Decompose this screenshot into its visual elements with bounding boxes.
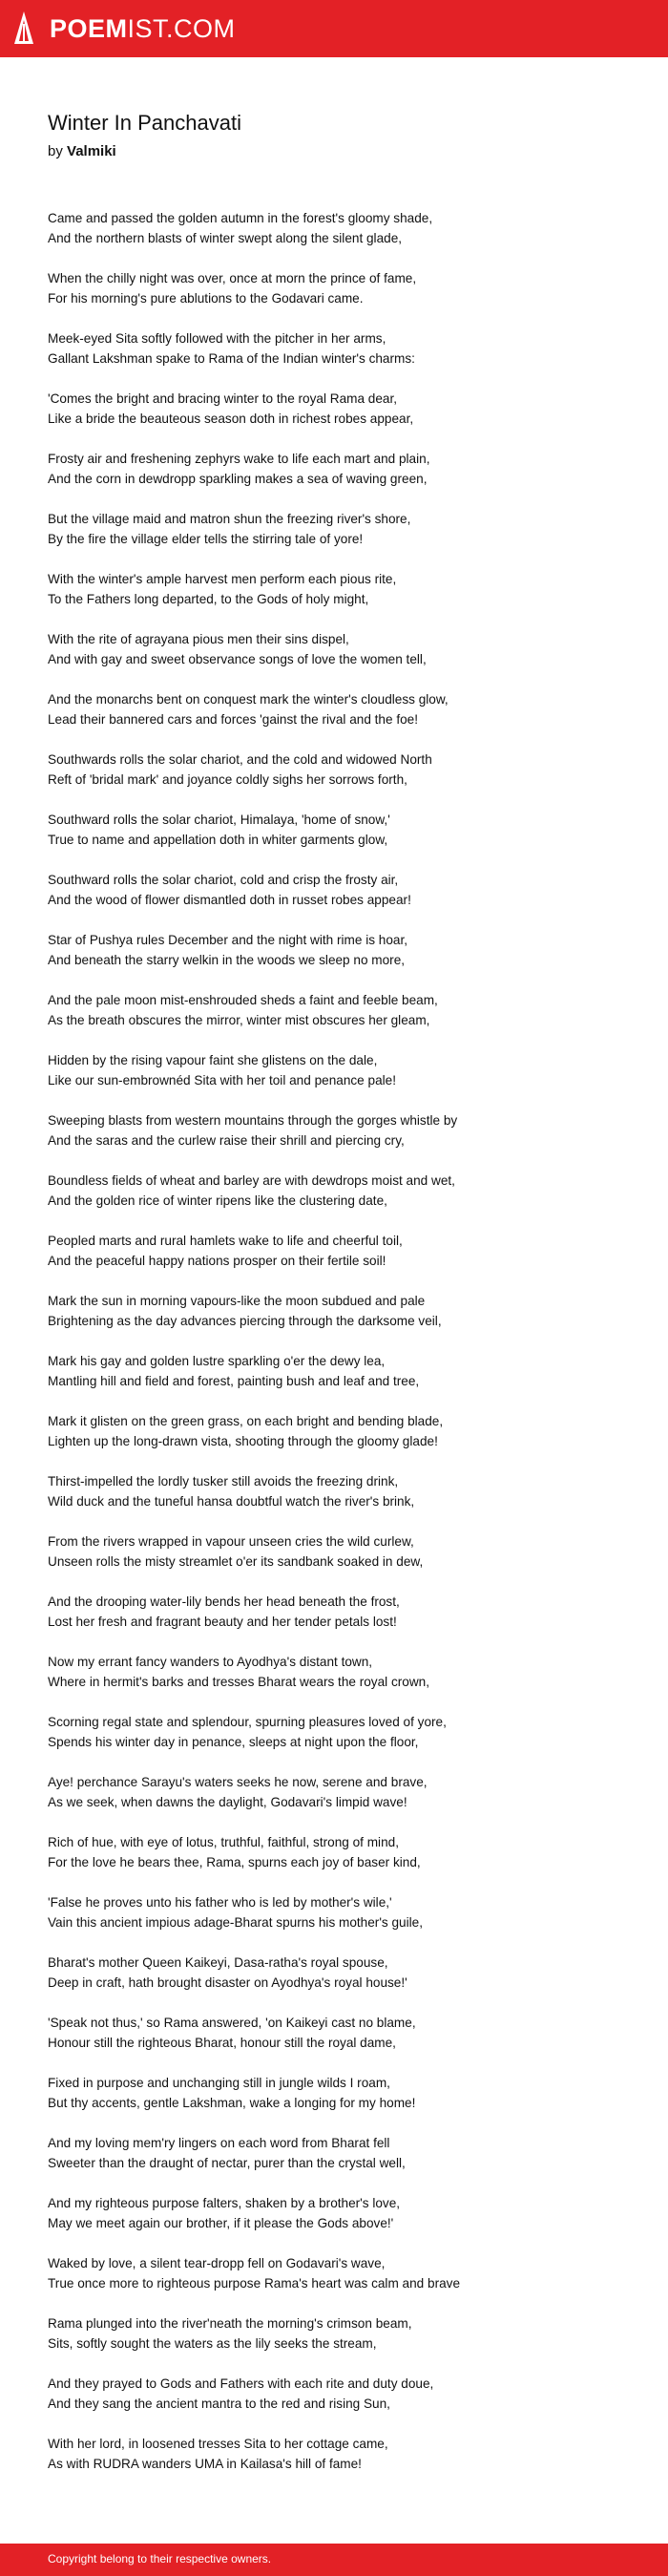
- poem-line: And the peaceful happy nations prosper on their fertile soil!: [48, 1254, 386, 1268]
- poem-line: Spends his winter day in penance, sleeps at night upon the floor,: [48, 1735, 419, 1749]
- stanza: [48, 328, 620, 369]
- poem-line: And with gay and sweet observance songs of love the women tell,: [48, 652, 427, 666]
- author-link[interactable]: Valmiki: [67, 143, 116, 159]
- poem-line: And my loving mem'ry lingers on each word from Bharat fell: [48, 2136, 390, 2150]
- poem-line: 'Comes the bright and bracing winter to the royal Rama dear,: [48, 391, 398, 406]
- poem-line: Thirst-impelled the lordly tusker still avoids the freezing drink,: [48, 1474, 399, 1489]
- poem-line: Sweeping blasts from western mountains through the gorges whistle by: [48, 1113, 458, 1128]
- poem-line: Lighten up the long-drawn vista, shooting through the gloomy glade!: [48, 1434, 438, 1448]
- poem-line: 'Speak not thus,' so Rama answered, 'on Kaikeyi cast no blame,: [48, 2016, 416, 2030]
- poem-line: Lead their bannered cars and forces 'gainst the rival and the foe!: [48, 712, 418, 727]
- poem-line: Deep in craft, hath brought disaster on Ayodhya's royal house!': [48, 1975, 407, 1990]
- site-logo[interactable]: [13, 11, 236, 47]
- stanza: [48, 990, 620, 1030]
- poem-line: And they prayed to Gods and Fathers with each rite and duty doue,: [48, 2376, 434, 2391]
- poem-line: As with RUDRA wanders UMA in Kailasa's hill of fame!: [48, 2457, 362, 2471]
- poem-line: True once more to righteous purpose Rama's heart was calm and brave: [48, 2276, 461, 2291]
- poem-line: And the pale moon mist-enshrouded sheds a faint and feeble beam,: [48, 993, 438, 1007]
- stanza: [48, 389, 620, 429]
- poem-body: [48, 208, 620, 2494]
- stanza: [48, 1953, 620, 1993]
- poem-line: Where in hermit's barks and tresses Bharat wears the royal crown,: [48, 1675, 429, 1689]
- poem-line: Mark it glisten on the green grass, on each bright and bending blade,: [48, 1414, 444, 1428]
- poem-line: Reft of 'bridal mark' and joyance coldly sighs her sorrows forth,: [48, 772, 407, 787]
- stanza: [48, 1832, 620, 1872]
- poem-line: Lost her fresh and fragrant beauty and her tender petals lost!: [48, 1615, 397, 1629]
- stanza: [48, 689, 620, 729]
- poem-line: When the chilly night was over, once at morn the prince of fame,: [48, 271, 417, 285]
- stanza: [48, 1291, 620, 1331]
- poem-line: To the Fathers long departed, to the Gods of holy might,: [48, 592, 369, 606]
- stanza: [48, 1712, 620, 1752]
- poem-line: Mark the sun in morning vapours-like the moon subdued and pale: [48, 1294, 426, 1308]
- poem-line: Rich of hue, with eye of lotus, truthful, faithful, strong of mind,: [48, 1835, 399, 1849]
- stanza: [48, 1411, 620, 1451]
- stanza: [48, 1531, 620, 1572]
- stanza: [48, 629, 620, 669]
- poem-line: For the love he bears thee, Rama, spurns each joy of baser kind,: [48, 1855, 421, 1869]
- poem-line: But the village maid and matron shun the freezing river's shore,: [48, 512, 411, 526]
- stanza: [48, 2133, 620, 2173]
- poem-line: Wild duck and the tuneful hansa doubtful watch the river's brink,: [48, 1494, 415, 1509]
- poem-line: Now my errant fancy wanders to Ayodhya's distant town,: [48, 1655, 373, 1669]
- stanza: [48, 1050, 620, 1090]
- poem-line: And beneath the starry welkin in the woods we sleep no more,: [48, 953, 406, 967]
- poem-line: And the drooping water-lily bends her head beneath the frost,: [48, 1594, 400, 1609]
- stanza: [48, 1892, 620, 1932]
- poem-line: May we meet again our brother, if it please the Gods above!': [48, 2216, 394, 2230]
- poem-line: And they sang the ancient mantra to the red and rising Sun,: [48, 2397, 390, 2411]
- byline: [48, 143, 116, 159]
- stanza: [48, 810, 620, 850]
- stanza: [48, 2013, 620, 2053]
- poem-line: Peopled marts and rural hamlets wake to life and cheerful toil,: [48, 1234, 403, 1248]
- poem-line: Like a bride the beauteous season doth in richest robes appear,: [48, 412, 414, 426]
- stanza: [48, 1592, 620, 1632]
- poem-line: Mantling hill and field and forest, painting bush and leaf and tree,: [48, 1374, 420, 1388]
- stanza: [48, 750, 620, 790]
- poem-line: As the breath obscures the mirror, winter mist obscures her gleam,: [48, 1013, 430, 1027]
- poem-line: From the rivers wrapped in vapour unseen cries the wild curlew,: [48, 1534, 414, 1549]
- stanza: [48, 1231, 620, 1271]
- stanza: [48, 1110, 620, 1151]
- poem-line: Boundless fields of wheat and barley are with dewdrops moist and wet,: [48, 1173, 455, 1188]
- poem-line: With the rite of agrayana pious men their sins dispel,: [48, 632, 349, 646]
- logo-light-text: IST.COM: [127, 13, 236, 43]
- poem-line: Unseen rolls the misty streamlet o'er its sandbank soaked in dew,: [48, 1554, 424, 1569]
- poem-line: Bharat's mother Queen Kaikeyi, Dasa-ratha's royal spouse,: [48, 1955, 388, 1970]
- stanza: [48, 2253, 620, 2293]
- stanza: [48, 2073, 620, 2113]
- logo-bold-text: POEM: [50, 13, 128, 43]
- poem-line: Vain this ancient impious adage-Bharat spurns his mother's guile,: [48, 1915, 423, 1930]
- poem-line: As we seek, when dawns the daylight, Godavari's limpid wave!: [48, 1795, 407, 1809]
- footer: [0, 2544, 668, 2576]
- stanza: [48, 2434, 620, 2474]
- poem-line: Like our sun-embrownéd Sita with her toil and penance pale!: [48, 1073, 396, 1087]
- poem-line: Scorning regal state and splendour, spurning pleasures loved of yore,: [48, 1715, 447, 1729]
- stanza: [48, 1652, 620, 1692]
- stanza: [48, 870, 620, 910]
- stanza: [48, 1471, 620, 1511]
- poem-line: Southward rolls the solar chariot, cold and crisp the frosty air,: [48, 873, 399, 887]
- poem-title: Winter In Panchavati: [48, 111, 241, 135]
- site-logo-text: [50, 14, 236, 44]
- quill-icon: [13, 11, 34, 47]
- poem-line: Waked by love, a silent tear-dropp fell on Godavari's wave,: [48, 2256, 386, 2270]
- poem-line: And my righteous purpose falters, shaken by a brother's love,: [48, 2196, 401, 2210]
- stanza: [48, 569, 620, 609]
- stanza: [48, 208, 620, 248]
- stanza: [48, 2193, 620, 2233]
- poem-line: Southward rolls the solar chariot, Himalaya, 'home of snow,': [48, 813, 390, 827]
- poem-line: 'False he proves unto his father who is led by mother's wile,': [48, 1895, 392, 1910]
- poem-line: Brightening as the day advances piercing through the darksome veil,: [48, 1314, 442, 1328]
- poem-line: With the winter's ample harvest men perform each pious rite,: [48, 572, 397, 586]
- poem-line: Mark his gay and golden lustre sparkling o'er the dewy lea,: [48, 1354, 386, 1368]
- poem-line: Honour still the righteous Bharat, honour still the royal dame,: [48, 2036, 396, 2050]
- top-bar: [0, 0, 668, 57]
- stanza: [48, 2313, 620, 2354]
- poem-line: Gallant Lakshman spake to Rama of the Indian winter's charms:: [48, 351, 415, 366]
- stanza: [48, 268, 620, 308]
- poem-line: Sits, softly sought the waters as the lily seeks the stream,: [48, 2336, 377, 2351]
- poem-line: And the wood of flower dismantled doth in russet robes appear!: [48, 893, 411, 907]
- poem-line: True to name and appellation doth in whiter garments glow,: [48, 833, 388, 847]
- poem-line: Came and passed the golden autumn in the forest's gloomy shade,: [48, 211, 433, 225]
- poem-line: By the fire the village elder tells the stirring tale of yore!: [48, 532, 364, 546]
- poem-line: Meek-eyed Sita softly followed with the pitcher in her arms,: [48, 331, 386, 346]
- stanza: [48, 449, 620, 489]
- copyright-text: Copyright belong to their respective owners.: [48, 2552, 272, 2565]
- stanza: [48, 2374, 620, 2414]
- poem-line: And the golden rice of winter ripens like the clustering date,: [48, 1193, 387, 1208]
- poem-line: Aye! perchance Sarayu's waters seeks he now, serene and brave,: [48, 1775, 428, 1789]
- poem-line: Rama plunged into the river'neath the morning's crimson beam,: [48, 2316, 412, 2331]
- poem-line: For his morning's pure ablutions to the Godavari came.: [48, 291, 364, 306]
- poem-line: And the monarchs bent on conquest mark the winter's cloudless glow,: [48, 692, 449, 707]
- poem-line: Hidden by the rising vapour faint she glistens on the dale,: [48, 1053, 378, 1067]
- stanza: [48, 930, 620, 970]
- poem-line: Sweeter than the draught of nectar, purer than the crystal well,: [48, 2156, 406, 2170]
- poem-line: Southwards rolls the solar chariot, and the cold and widowed North: [48, 752, 432, 767]
- byline-prefix: by: [48, 143, 63, 159]
- stanza: [48, 1351, 620, 1391]
- stanza: [48, 509, 620, 549]
- poem-line: Star of Pushya rules December and the night with rime is hoar,: [48, 933, 408, 947]
- poem-line: Frosty air and freshening zephyrs wake to life each mart and plain,: [48, 452, 430, 466]
- poem-line: And the northern blasts of winter swept along the silent glade,: [48, 231, 403, 245]
- stanza: [48, 1772, 620, 1812]
- stanza: [48, 1171, 620, 1211]
- poem-line: With her lord, in loosened tresses Sita to her cottage came,: [48, 2437, 388, 2451]
- poem-line: And the corn in dewdropp sparkling makes a sea of waving green,: [48, 472, 428, 486]
- poem-line: Fixed in purpose and unchanging still in jungle wilds I roam,: [48, 2076, 390, 2090]
- poem-line: But thy accents, gentle Lakshman, wake a longing for my home!: [48, 2096, 416, 2110]
- poem-line: And the saras and the curlew raise their shrill and piercing cry,: [48, 1133, 405, 1148]
